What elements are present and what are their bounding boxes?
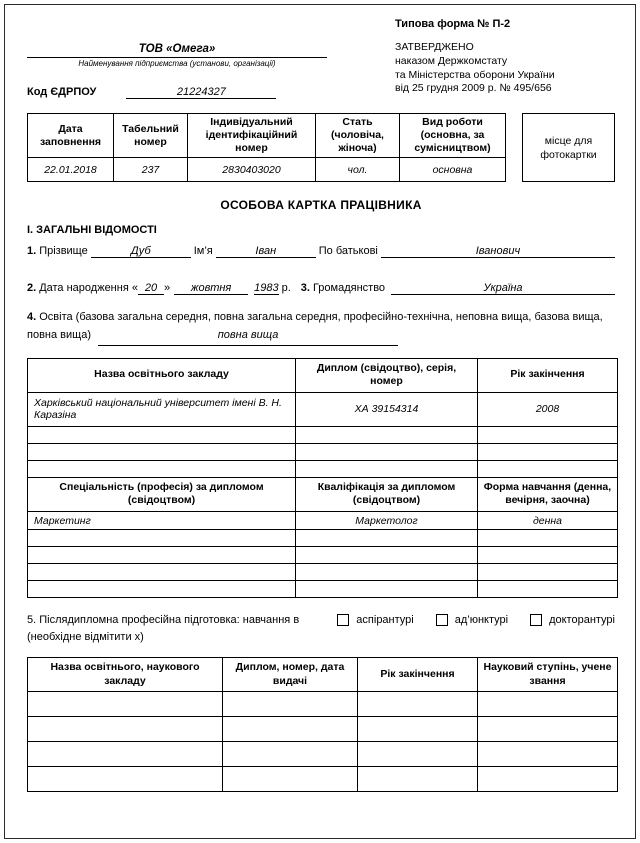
approval-line: від 25 грудня 2009 р. № 495/656 [395, 82, 552, 95]
table-header-row [28, 114, 506, 158]
checkbox-adjunktura[interactable] [436, 614, 448, 626]
table-cell [296, 426, 478, 443]
table-row [28, 530, 618, 547]
table-cell [358, 692, 478, 717]
checkbox-aspirantura[interactable] [337, 614, 349, 626]
birth-month-field[interactable]: жовтня [174, 282, 248, 295]
table-row [28, 717, 618, 742]
education-label: Освіта (базова загальна середня, повна загальна середня, професійно-технічна, неповна вища, базова вища, повна вища) [27, 311, 603, 341]
table-row [28, 443, 618, 460]
approval-line: та Міністерства оборони України [395, 68, 555, 81]
page-title: ОСОБОВА КАРТКА ПРАЦІВНИКА [220, 198, 422, 213]
column-header: Диплом (свідоцтво), серія, номер [296, 358, 478, 392]
option-doktorantura [530, 614, 615, 626]
citizenship-label: Громадянство [312, 282, 386, 295]
header [27, 17, 615, 99]
column-header: Табельний номер [114, 114, 188, 158]
specialty-cell: Маркетинг [28, 512, 296, 530]
fill-date-cell: 22.01.2018 [28, 158, 114, 182]
table-cell [478, 742, 618, 767]
column-header: Назва освітнього закладу [28, 358, 296, 392]
table-cell [223, 767, 358, 792]
section1-heading: І. ЗАГАЛЬНІ ВІДОМОСТІ [27, 224, 157, 237]
table-row [28, 392, 618, 426]
table-header-row [28, 477, 618, 511]
table-row [28, 564, 618, 581]
column-header: Стать (чоловіча, жіноча) [316, 114, 400, 158]
postgrad-section [27, 612, 615, 645]
summary-table [27, 113, 506, 182]
table-cell [358, 742, 478, 767]
birth-number: 2. [27, 282, 37, 295]
company-name: ТОВ «Омега» [27, 43, 327, 58]
postgrad-label-line2: (необхідне відмітити х) [27, 630, 144, 643]
firstname-field[interactable]: Іван [216, 245, 316, 258]
table-cell [478, 692, 618, 717]
table-cell [28, 530, 296, 547]
table-cell [478, 717, 618, 742]
checkbox-row [337, 612, 615, 626]
table-cell [223, 717, 358, 742]
work-type-cell: основна [400, 158, 506, 182]
table-cell [478, 426, 618, 443]
table-row [28, 158, 506, 182]
id-number-cell: 2830403020 [188, 158, 316, 182]
table-cell [28, 717, 223, 742]
table-cell [296, 581, 478, 598]
column-header: Рік закінчення [358, 658, 478, 692]
surname-label: Прізвище [39, 245, 88, 258]
checkbox-label: ад’юнктурі [454, 614, 509, 627]
table-cell [28, 767, 223, 792]
photo-placeholder: місце для фотокартки [522, 113, 615, 182]
table-row [28, 512, 618, 530]
birth-suffix: р. [281, 282, 291, 295]
table-row [28, 581, 618, 598]
checkbox-label: аспірантурі [356, 614, 414, 627]
approval-block [395, 17, 615, 99]
column-header: Спеціальність (професія) за дипломом (свідоцтвом) [28, 477, 296, 511]
table-cell [28, 581, 296, 598]
table-cell [28, 564, 296, 581]
table-cell [296, 530, 478, 547]
postgrad-label [27, 612, 337, 645]
table-row [28, 767, 618, 792]
education-line [27, 309, 615, 345]
citizenship-field[interactable]: Україна [391, 282, 615, 295]
column-header: Науковий ступінь, учене звання [478, 658, 618, 692]
name-line [27, 245, 615, 258]
column-header: Назва освітнього, наукового закладу [28, 658, 223, 692]
school-name-cell: Харківський національний університет імені В. Н. Каразіна [28, 392, 296, 426]
table-cell [296, 460, 478, 477]
company-caption: Найменування підприємства (установи, організації) [78, 59, 276, 68]
checkbox-label: докторантурі [549, 614, 615, 627]
qualification-cell: Маркетолог [296, 512, 478, 530]
column-header: Кваліфікація за дипломом (свідоцтвом) [296, 477, 478, 511]
education-table [27, 358, 618, 599]
option-adjunktura [436, 614, 508, 626]
patronymic-label: По батькові [318, 245, 378, 258]
surname-number: 1. [27, 245, 37, 258]
table-cell [223, 692, 358, 717]
table-cell [223, 742, 358, 767]
table-header-row [28, 358, 618, 392]
table-cell [296, 564, 478, 581]
table-row [28, 426, 618, 443]
column-header: Форма навчання (денна, вечірня, заочна) [478, 477, 618, 511]
company-block [27, 17, 327, 99]
table-cell [28, 426, 296, 443]
top-summary-area [27, 113, 615, 182]
approval-line: ЗАТВЕРДЖЕНО [395, 41, 474, 54]
birth-label: Дата народження « [39, 282, 138, 295]
table-cell [478, 460, 618, 477]
edrpou-row [27, 86, 327, 99]
postgrad-table [27, 657, 618, 792]
study-form-cell: денна [478, 512, 618, 530]
table-cell [478, 547, 618, 564]
table-cell [28, 460, 296, 477]
table-row [28, 742, 618, 767]
column-header: Вид роботи (основна, за сумісництвом) [400, 114, 506, 158]
column-header: Індивідуальний ідентифікаційний номер [188, 114, 316, 158]
postgrad-label-line1: 5. Післядипломна професійна підготовка: навчання в [27, 614, 300, 627]
tab-number-cell: 237 [114, 158, 188, 182]
column-header: Дата заповнення [28, 114, 114, 158]
firstname-label: Ім’я [193, 245, 213, 258]
table-cell [28, 692, 223, 717]
column-header: Рік закінчення [478, 358, 618, 392]
citizenship-number: 3. [300, 282, 310, 295]
sex-cell: чол. [316, 158, 400, 182]
table-cell [28, 547, 296, 564]
table-cell [358, 767, 478, 792]
grad-year-cell: 2008 [478, 392, 618, 426]
table-cell [358, 717, 478, 742]
table-cell [296, 443, 478, 460]
education-level-field[interactable]: повна вища [98, 327, 398, 346]
table-row [28, 547, 618, 564]
table-cell [28, 443, 296, 460]
table-cell [478, 767, 618, 792]
table-cell [478, 443, 618, 460]
table-cell [478, 564, 618, 581]
table-header-row [28, 658, 618, 692]
birth-quote-close: » [163, 282, 171, 295]
table-cell [296, 547, 478, 564]
approval-line: наказом Держкомстату [395, 54, 508, 67]
form-code: Типова форма № П-2 [395, 18, 511, 30]
document-page [4, 4, 636, 839]
birth-day-field[interactable]: 20 [138, 282, 164, 295]
table-cell [478, 581, 618, 598]
diploma-cell: ХА 39154314 [296, 392, 478, 426]
table-cell [28, 742, 223, 767]
education-number: 4. [27, 311, 37, 324]
column-header: Диплом, номер, дата видачі [223, 658, 358, 692]
option-aspirantura [337, 614, 413, 626]
birth-year-field[interactable]: 1983 [254, 282, 279, 295]
table-cell [478, 530, 618, 547]
edrpou-value-field[interactable]: 21224327 [126, 86, 276, 99]
edrpou-label: Код ЄДРПОУ [27, 86, 97, 98]
checkbox-doktorantura[interactable] [530, 614, 542, 626]
patronymic-field[interactable]: Іванович [381, 245, 615, 258]
birth-citizenship-line [27, 282, 615, 295]
table-row [28, 692, 618, 717]
surname-field[interactable]: Дуб [91, 245, 191, 258]
table-row [28, 460, 618, 477]
